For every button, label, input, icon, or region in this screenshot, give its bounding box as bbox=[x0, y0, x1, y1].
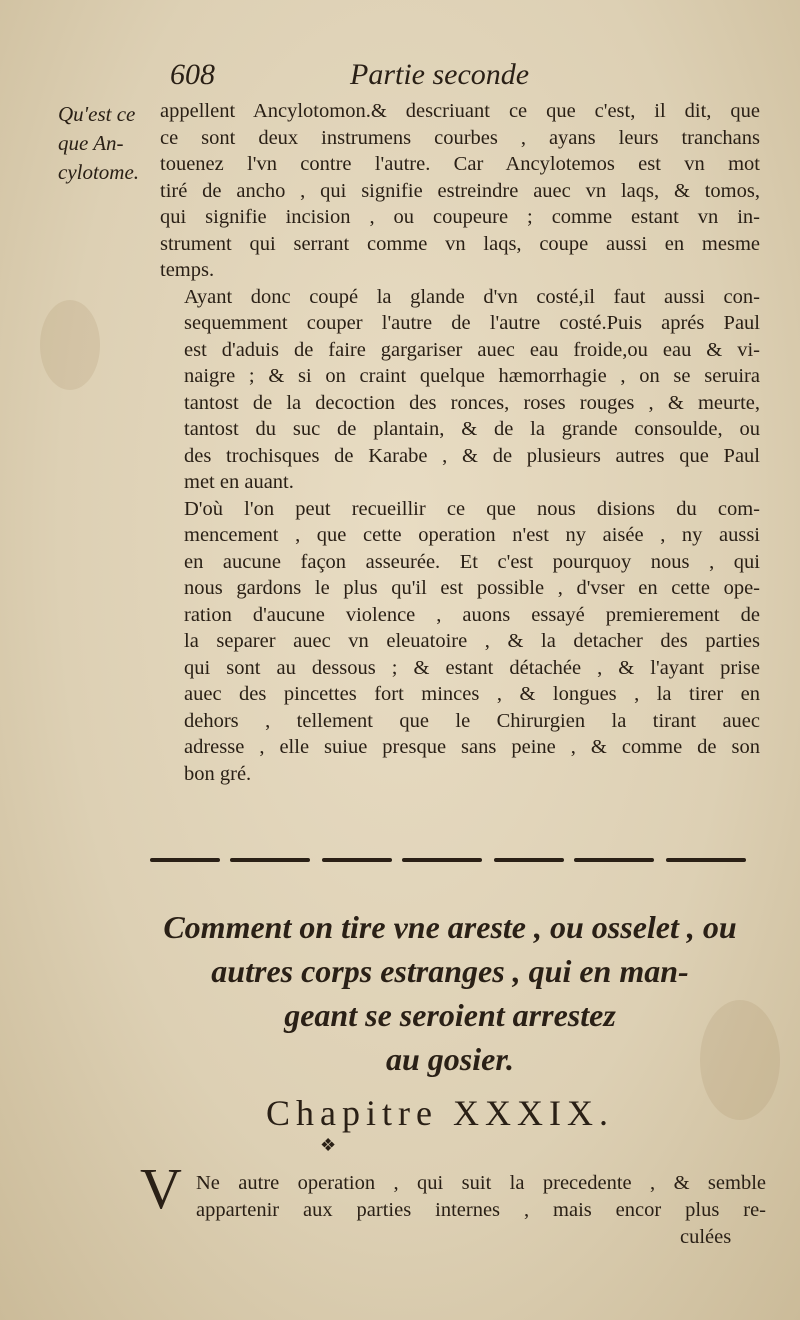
paragraph bbox=[160, 284, 760, 496]
text-line: nous gardons le plus qu'il est possible , d'vser en cette ope- bbox=[184, 577, 760, 599]
paper-stain bbox=[40, 300, 100, 390]
text-line: touenez l'vn contre l'autre. Car Ancylotemos est vn mot bbox=[160, 153, 760, 175]
chapter-title-line: Comment on tire vne areste , ou osselet , ou bbox=[163, 909, 737, 945]
text-line: dehors , tellement que le Chirurgien la tirant auec bbox=[184, 709, 760, 732]
text-line: mencement , que cette operation n'est ny aisée , ny aussi bbox=[184, 524, 760, 546]
text-line: temps. bbox=[160, 259, 215, 281]
margin-note-line: Qu'est ce bbox=[58, 102, 136, 126]
margin-note-line: cylotome. bbox=[58, 160, 140, 184]
text-line: strument qui serrant comme vn laqs, coupe aussi en mesme bbox=[160, 232, 760, 255]
paragraph bbox=[160, 98, 760, 284]
rule-segment bbox=[230, 858, 310, 862]
text-line: ration d'aucune violence , auons essayé premierement de bbox=[184, 603, 760, 626]
body-text bbox=[160, 98, 760, 787]
rule-segment bbox=[322, 858, 392, 862]
text-line: sequemment couper l'autre de l'autre costé.Puis aprés Paul bbox=[184, 312, 760, 334]
text-line: tantost de la decoction des ronces, roses rouges , & meurte, bbox=[184, 391, 760, 414]
text-line: appellent Ancylotomon.& descriuant ce que c'est, il dit, que bbox=[160, 100, 760, 122]
chapter-opening bbox=[196, 1170, 766, 1224]
page-number: 608 bbox=[170, 58, 215, 91]
rule-segment bbox=[150, 858, 220, 862]
text-line: des trochisques de Karabe , & de plusieurs autres que Paul bbox=[184, 444, 760, 467]
ornamental-rule bbox=[150, 855, 750, 865]
catchword: culées bbox=[680, 1226, 732, 1248]
margin-note-line: que An- bbox=[58, 131, 124, 155]
printer-ornament: ❖ bbox=[320, 1135, 337, 1155]
text-line: tantost du suc de plantain, & de la grande consoulde, ou bbox=[184, 418, 760, 440]
text-line: Ayant donc coupé la glande d'vn costé,il faut aussi con- bbox=[184, 285, 760, 308]
chapter-title-line: geant se seroient arrestez bbox=[284, 997, 616, 1033]
chapter-title-line: autres corps estranges , qui en man- bbox=[211, 953, 689, 989]
rule-segment bbox=[574, 858, 654, 862]
chapter-number: Chapitre XXXIX. bbox=[266, 1093, 614, 1133]
text-line: Ne autre operation , qui suit la precedente , & semble bbox=[196, 1172, 766, 1194]
rule-segment bbox=[666, 858, 746, 862]
text-line: D'où l'on peut recueillir ce que nous disions du com- bbox=[184, 497, 760, 520]
text-line: qui sont au dessous ; & estant détachée , & l'ayant prise bbox=[184, 656, 760, 679]
rule-segment bbox=[402, 858, 482, 862]
text-line: la separer auec vn eleuatoire , & la detacher des parties bbox=[184, 630, 760, 652]
text-line: qui signifie incision , ou coupeure ; comme estant vn in- bbox=[160, 206, 760, 228]
rule-segment bbox=[494, 858, 564, 862]
text-line: est d'aduis de faire gargariser auec eau froide,ou eau & vi- bbox=[184, 338, 760, 361]
text-line: ce sont deux instrumens courbes , ayans leurs tranchans bbox=[160, 126, 760, 149]
text-line: en aucune façon asseurée. Et c'est pourquoy nous , qui bbox=[184, 550, 760, 573]
running-head: Partie seconde bbox=[350, 58, 530, 91]
chapter-title-line: au gosier. bbox=[385, 1041, 515, 1077]
text-line: naigre ; & si on craint quelque hæmorrhagie , on se seruira bbox=[184, 365, 760, 387]
text-line: adresse , elle suiue presque sans peine , & comme de son bbox=[184, 736, 760, 758]
text-line: auec des pincettes fort minces , & longues , la tirer en bbox=[184, 683, 760, 705]
paragraph bbox=[160, 496, 760, 788]
chapter-title bbox=[140, 905, 760, 1081]
text-line: appartenir aux parties internes , mais encor plus re- bbox=[196, 1199, 766, 1221]
text-line: tiré de ancho , qui signifie estreindre auec vn laqs, & tomos, bbox=[160, 179, 760, 202]
drop-cap: V bbox=[140, 1156, 182, 1221]
text-line: met en auant. bbox=[184, 471, 294, 493]
text-line: bon gré. bbox=[184, 762, 252, 785]
page-header bbox=[170, 58, 730, 98]
